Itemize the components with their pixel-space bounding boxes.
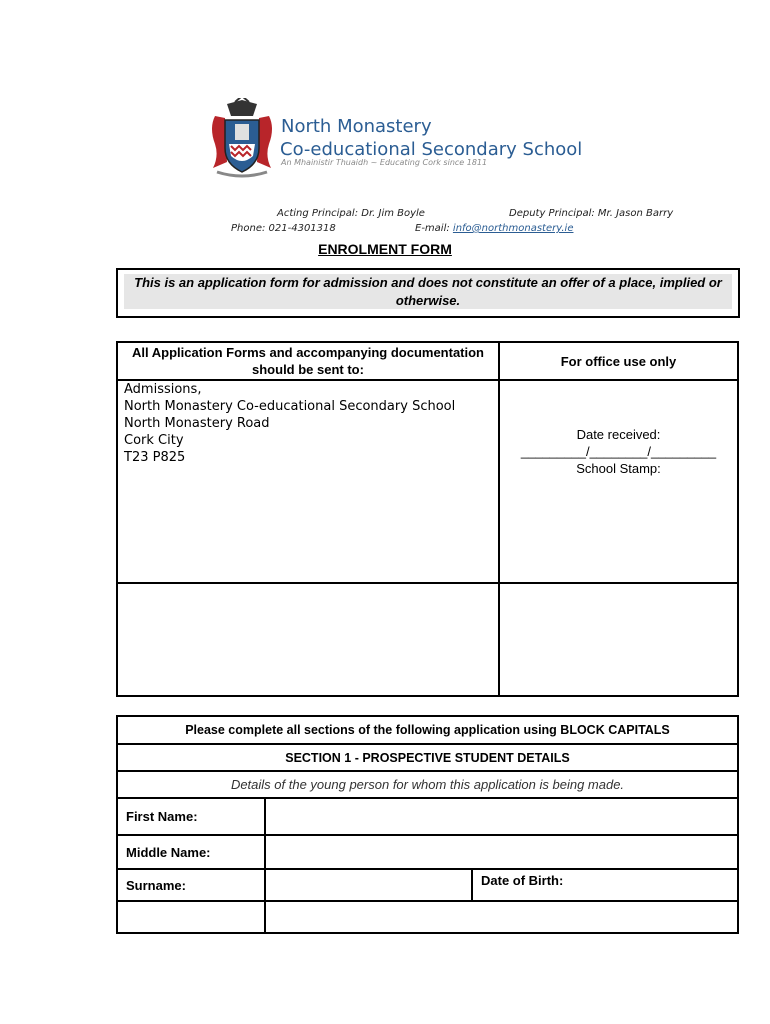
email-link[interactable]: info@northmonastery.ie — [452, 223, 574, 234]
student-details-table — [116, 715, 739, 934]
middle-name-field[interactable] — [265, 835, 738, 869]
school-stamp-label: School Stamp: — [576, 461, 661, 476]
date-received-line: _________/________/_________ — [520, 444, 717, 459]
address-line: Cork City — [124, 433, 184, 448]
address-line: North Monastery Road — [124, 416, 270, 431]
section-title: SECTION 1 - PROSPECTIVE STUDENT DETAILS — [117, 744, 738, 771]
school-subname: Co-educational Secondary School — [280, 139, 583, 160]
section-note: Details of the young person for whom this application is being made. — [117, 771, 738, 798]
blank-cell-right — [499, 583, 738, 696]
form-title-text: ENROLMENT FORM — [318, 241, 452, 257]
school-crest-logo — [207, 98, 277, 178]
school-name: North Monastery — [281, 116, 432, 137]
first-name-field[interactable] — [265, 798, 738, 835]
blank-field-cell[interactable] — [265, 901, 738, 933]
deputy-principal: Deputy Principal: Mr. Jason Barry — [509, 208, 674, 219]
blank-label-cell — [117, 901, 265, 933]
address-line: Admissions, — [124, 382, 202, 397]
address-table — [116, 341, 739, 697]
surname-field[interactable] — [265, 869, 472, 901]
first-name-label: First Name: — [117, 798, 265, 835]
form-title — [0, 241, 770, 257]
address-header: All Application Forms and accompanying documentation should be sent to: — [117, 342, 499, 380]
school-motto: An Mhainistir Thuaidh ~ Educating Cork since 1811 — [281, 158, 488, 167]
middle-name-label: Middle Name: — [117, 835, 265, 869]
disclaimer-box — [116, 268, 740, 318]
office-use-cell — [499, 380, 738, 583]
phone-number: Phone: 021-4301318 — [231, 223, 336, 234]
email-label: E-mail: — [415, 223, 450, 234]
date-received-label: Date received: — [576, 427, 661, 442]
block-capitals-instruction: Please complete all sections of the following application using BLOCK CAPITALS — [117, 716, 738, 744]
disclaimer-text: This is an application form for admission and does not constitute an offer of a place, implied or otherwise. — [124, 274, 732, 309]
acting-principal: Acting Principal: Dr. Jim Boyle — [277, 208, 425, 219]
address-cell — [117, 380, 499, 583]
blank-cell-left — [117, 583, 499, 696]
surname-label: Surname: — [117, 869, 265, 901]
office-use-header: For office use only — [499, 342, 738, 380]
address-line: North Monastery Co-educational Secondary School — [124, 399, 456, 414]
email-row — [415, 223, 573, 234]
address-line: T23 P825 — [124, 450, 186, 465]
date-of-birth-label[interactable]: Date of Birth: — [472, 869, 738, 901]
